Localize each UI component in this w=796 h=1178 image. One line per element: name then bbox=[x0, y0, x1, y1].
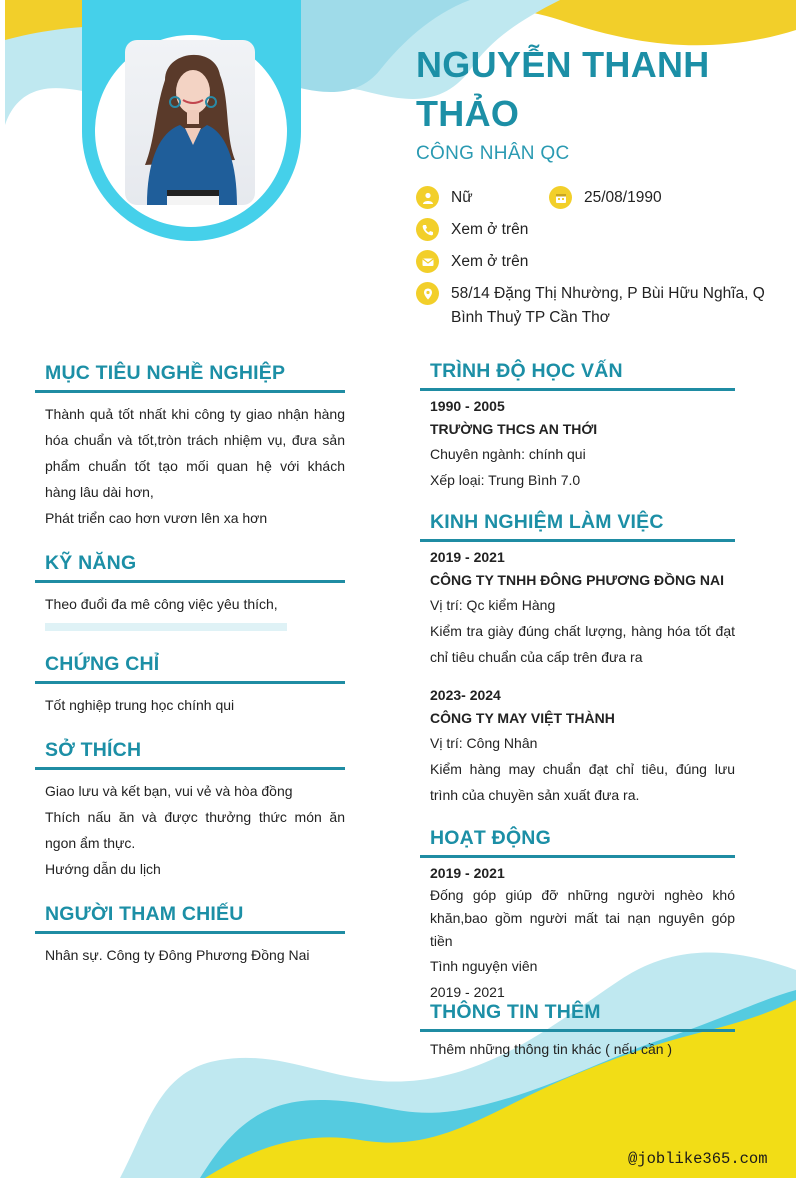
candidate-name: NGUYỄN THANH THẢO bbox=[416, 44, 710, 134]
dob-row bbox=[549, 186, 662, 210]
objective-text: Thành quả tốt nhất khi công ty giao nhận hàng hóa chuẩn và tốt,tròn trách nhiệm vụ, đưa sản phẩm chuẩn tốt tạo mối quan hệ với khách hàng lâu dài hơn, bbox=[45, 406, 345, 500]
profile-photo bbox=[125, 40, 255, 205]
objective-section bbox=[35, 362, 345, 531]
objective-text-2: Phát triển cao hơn vươn lên xa hơn bbox=[45, 510, 268, 526]
skills-body bbox=[35, 583, 345, 631]
hobbies-body bbox=[35, 770, 345, 882]
experience-position: Vị trí: Qc kiểm Hàng bbox=[430, 597, 556, 613]
certificates-title: CHỨNG CHỈ bbox=[35, 653, 345, 684]
additional-info-title: THÔNG TIN THÊM bbox=[420, 1001, 735, 1032]
gender-value: Nữ bbox=[451, 189, 473, 206]
activity-role: Tình nguyện viên bbox=[430, 958, 538, 974]
experience-description: Kiểm tra giày đúng chất lượng, hàng hóa tốt đạt chỉ tiêu chuẩn của cấp trên đưa ra bbox=[430, 623, 735, 665]
phone-icon bbox=[416, 218, 439, 241]
profile-photo-illustration bbox=[125, 40, 255, 205]
experience-period: 2023- 2024 bbox=[430, 687, 501, 703]
activity-description: Đống góp giúp đỡ những người nghèo khó khăn,bao gồm người mất tai nạn nguyên góp tiền bbox=[430, 887, 735, 949]
skills-section bbox=[35, 552, 345, 631]
email-row bbox=[416, 250, 528, 274]
dob-value: 25/08/1990 bbox=[584, 189, 662, 206]
experience-position: Vị trí: Công Nhân bbox=[430, 735, 538, 751]
hobby-item: Hướng dẫn du lịch bbox=[45, 861, 161, 877]
user-icon bbox=[416, 186, 439, 209]
experience-description: Kiểm hàng may chuẩn đạt chỉ tiêu, đúng lưu trình của chuyền sản xuất đưa ra. bbox=[430, 761, 735, 803]
certificate-item: Tốt nghiệp trung học chính qui bbox=[45, 697, 235, 713]
education-grade: Xếp loại: Trung Bình 7.0 bbox=[430, 472, 581, 488]
location-pin-icon bbox=[416, 282, 439, 305]
hobby-item: Giao lưu và kết bạn, vui vẻ và hòa đồng bbox=[45, 783, 293, 799]
certificates-body bbox=[35, 684, 345, 718]
experience-company: CÔNG TY MAY VIỆT THÀNH bbox=[430, 710, 615, 726]
objective-body bbox=[35, 393, 345, 531]
education-major: Chuyên ngành: chính qui bbox=[430, 446, 586, 462]
skills-title: KỸ NĂNG bbox=[35, 552, 345, 583]
activities-title: HOẠT ĐỘNG bbox=[420, 827, 735, 858]
activity-period: 2019 - 2021 bbox=[430, 865, 505, 881]
objective-title: MỤC TIÊU NGHỀ NGHIỆP bbox=[35, 362, 345, 393]
education-title: TRÌNH ĐỘ HỌC VẤN bbox=[420, 360, 735, 391]
skill-level-bar bbox=[45, 623, 287, 631]
email-value: Xem ở trên bbox=[451, 253, 529, 270]
education-period: 1990 - 2005 bbox=[430, 398, 505, 414]
hobby-item: Thích nấu ăn và được thưởng thức món ăn ngon ẩm thực. bbox=[45, 809, 345, 851]
experience-section bbox=[420, 511, 735, 808]
watermark: @joblike365.com bbox=[628, 1150, 768, 1168]
education-school: TRƯỜNG THCS AN THỚI bbox=[430, 421, 598, 437]
address-value: 58/14 Đặng Thị Nhường, P Bùi Hữu Nghĩa, Q Bình Thuỷ TP Cần Thơ bbox=[451, 285, 765, 326]
gender-row bbox=[416, 186, 473, 210]
additional-info-body bbox=[420, 1032, 735, 1062]
experience-title: KINH NGHIỆM LÀM VIỆC bbox=[420, 511, 735, 542]
additional-info-text: Thêm những thông tin khác ( nếu cần ) bbox=[430, 1041, 673, 1057]
phone-value: Xem ở trên bbox=[451, 221, 529, 238]
reference-item: Nhân sự. Công ty Đông Phương Đồng Nai bbox=[45, 947, 310, 963]
references-section bbox=[35, 903, 345, 968]
phone-row bbox=[416, 218, 528, 242]
hobbies-section bbox=[35, 739, 345, 882]
hobbies-title: SỞ THÍCH bbox=[35, 739, 345, 770]
mail-icon bbox=[416, 250, 439, 273]
additional-info-section bbox=[420, 1001, 735, 1062]
activities-section bbox=[420, 827, 735, 1005]
job-title: CÔNG NHÂN QC bbox=[416, 143, 570, 164]
education-body bbox=[420, 391, 735, 493]
education-section bbox=[420, 360, 735, 493]
certificates-section bbox=[35, 653, 345, 718]
references-body bbox=[35, 934, 345, 968]
experience-body bbox=[420, 542, 735, 808]
activities-body bbox=[420, 858, 735, 1005]
calendar-icon bbox=[549, 186, 572, 209]
experience-period: 2019 - 2021 bbox=[430, 549, 505, 565]
references-title: NGƯỜI THAM CHIẾU bbox=[35, 903, 345, 934]
activity-period-2: 2019 - 2021 bbox=[430, 984, 505, 1000]
skill-name: Theo đuổi đa mê công việc yêu thích, bbox=[45, 596, 278, 612]
experience-company: CÔNG TY TNHH ĐÔNG PHƯƠNG ĐỒNG NAI bbox=[430, 572, 724, 588]
address-row bbox=[416, 282, 771, 330]
